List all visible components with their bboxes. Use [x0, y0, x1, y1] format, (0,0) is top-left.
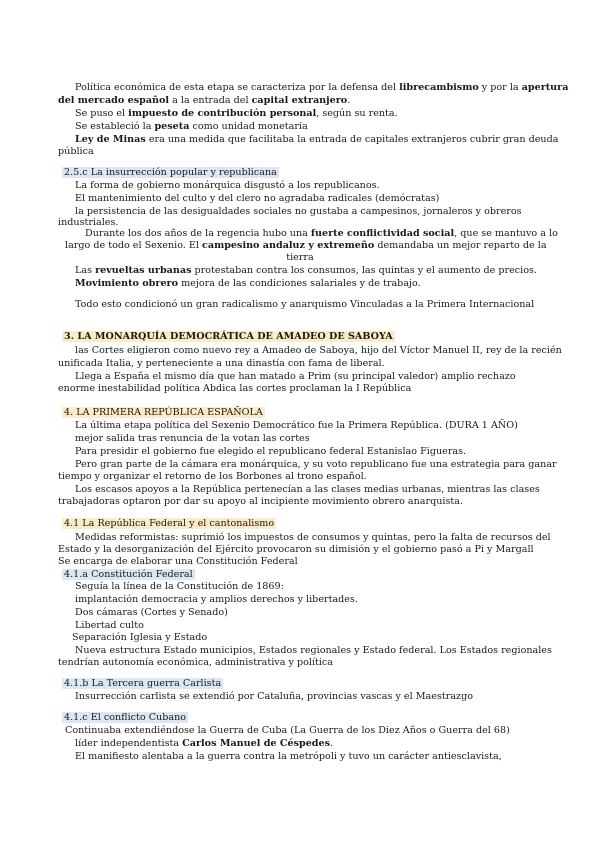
paragraph-line: El manifiesto alentaba a la guerra contra la metrópoli y tuvo un carácter antiesclavista, [75, 751, 502, 762]
paragraph-line: líder independentista Carlos Manuel de Céspedes. [75, 738, 334, 749]
section-heading: 4.1 La República Federal y el cantonalismo [64, 518, 275, 529]
paragraph-line: largo de todo el Sexenio. El campesino andaluz y extremeño demandaba un mejor reparto de la [65, 240, 547, 251]
paragraph-line: Movimiento obrero mejora de las condiciones salariales y de trabajo. [75, 278, 421, 289]
paragraph-line: Libertad culto [75, 620, 144, 631]
paragraph-line: Medidas reformistas: suprimió los impuestos de consumos y quintas, pero la falta de recursos del [75, 532, 551, 543]
section-heading: 4.1.a Constitución Federal [64, 569, 193, 580]
paragraph-line: Pero gran parte de la cámara era monárquica, y su voto republicano fue una estrategia para ganar [75, 459, 557, 470]
paragraph-line: Continuaba extendiéndose la Guerra de Cuba (La Guerra de los Diez Años o Guerra del 68) [65, 725, 510, 736]
paragraph-line: Se puso el impuesto de contribución personal, según su renta. [75, 108, 398, 119]
section-heading: 4. LA PRIMERA REPÚBLICA ESPAÑOLA [64, 407, 263, 418]
paragraph-line: Las revueltas urbanas protestaban contra los consumos, las quintas y el aumento de precios. [75, 265, 537, 276]
paragraph-line: del mercado español a la entrada del capital extranjero. [58, 95, 351, 106]
paragraph-line: tendrían autonomía económica, administrativa y política [58, 657, 334, 668]
paragraph-line: implantación democracia y amplios derechos y libertades. [75, 594, 358, 605]
paragraph-line: Política económica de esta etapa se caracteriza por la defensa del librecambismo y por la apertura [75, 82, 569, 93]
paragraph-line: tiempo y organizar el retorno de los Borbones al trono español. [58, 471, 367, 482]
paragraph-line: enorme inestabilidad política Abdica las cortes proclaman la I República [58, 383, 412, 394]
paragraph-line: Nueva estructura Estado municipios, Estados regionales y Estado federal. Los Estados regionales [75, 645, 552, 656]
paragraph-line: La última etapa política del Sexenio Democrático fue la Primera República. (DURA 1 AÑO) [75, 420, 518, 431]
paragraph-line: Dos cámaras (Cortes y Senado) [75, 607, 228, 618]
section-heading: 3. LA MONARQUÍA DEMOCRÁTICA DE AMADEO DE SABOYA [64, 331, 393, 342]
paragraph-line: El mantenimiento del culto y del clero no agradaba radicales (demócratas) [75, 193, 440, 204]
paragraph-line: La forma de gobierno monárquica disgustó a los republicanos. [75, 180, 380, 191]
paragraph-line: Seguía la línea de la Constitución de 1869: [75, 581, 284, 592]
section-heading: 2.5.c La insurrección popular y republicana [64, 167, 277, 178]
paragraph-line: Llega a España el mismo día que han matado a Prim (su principal valedor) amplio rechazo [75, 371, 516, 382]
paragraph-line: Separación Iglesia y Estado [72, 632, 208, 643]
paragraph-line: Estado y la desorganización del Ejército provocaron su dimisión y el gobierno pasó a Pi y Margall [58, 544, 534, 555]
paragraph-line: pública [58, 146, 94, 157]
paragraph-line: trabajadoras optaron por dar su apoyo al incipiente movimiento obrero anarquista. [58, 496, 464, 507]
paragraph-line: Para presidir el gobierno fue elegido el republicano federal Estanislao Figueras. [75, 446, 467, 457]
paragraph-line: Insurrección carlista se extendió por Cataluña, provincias vascas y el Maestrazgo [75, 691, 473, 702]
paragraph-line: industriales. [58, 217, 119, 228]
paragraph-line: Los escasos apoyos a la República pertenecían a las clases medias urbanas, mientras las clases [75, 484, 540, 495]
paragraph-line: Durante los dos años de la regencia hubo una fuerte conflictividad social, que se mantuvo a lo [85, 228, 558, 239]
section-heading: 4.1.c El conflicto Cubano [64, 712, 187, 723]
paragraph-line: Todo esto condicionó un gran radicalismo y anarquismo Vinculadas a la Primera Internacional [75, 299, 535, 310]
paragraph-line: Se encarga de elaborar una Constitución Federal [58, 556, 298, 567]
paragraph-line: mejor salida tras renuncia de la votan las cortes [75, 433, 310, 444]
paragraph-line: unificada Italia, y perteneciente a una dinastía con fama de liberal. [58, 358, 385, 369]
paragraph-line: tierra [286, 252, 314, 263]
paragraph-line: Ley de Minas era una medida que facilitaba la entrada de capitales extranjeros cubrir gran deuda [75, 134, 559, 145]
paragraph-line: Se estableció la peseta como unidad monetaria [75, 121, 308, 132]
paragraph-line: las Cortes eligieron como nuevo rey a Amadeo de Saboya, hijo del Víctor Manuel II, rey de la recién [75, 345, 562, 356]
paragraph-line: la persistencia de las desigualdades sociales no gustaba a campesinos, jornaleros y obreros [75, 206, 522, 217]
section-heading: 4.1.b La Tercera guerra Carlista [64, 678, 222, 689]
